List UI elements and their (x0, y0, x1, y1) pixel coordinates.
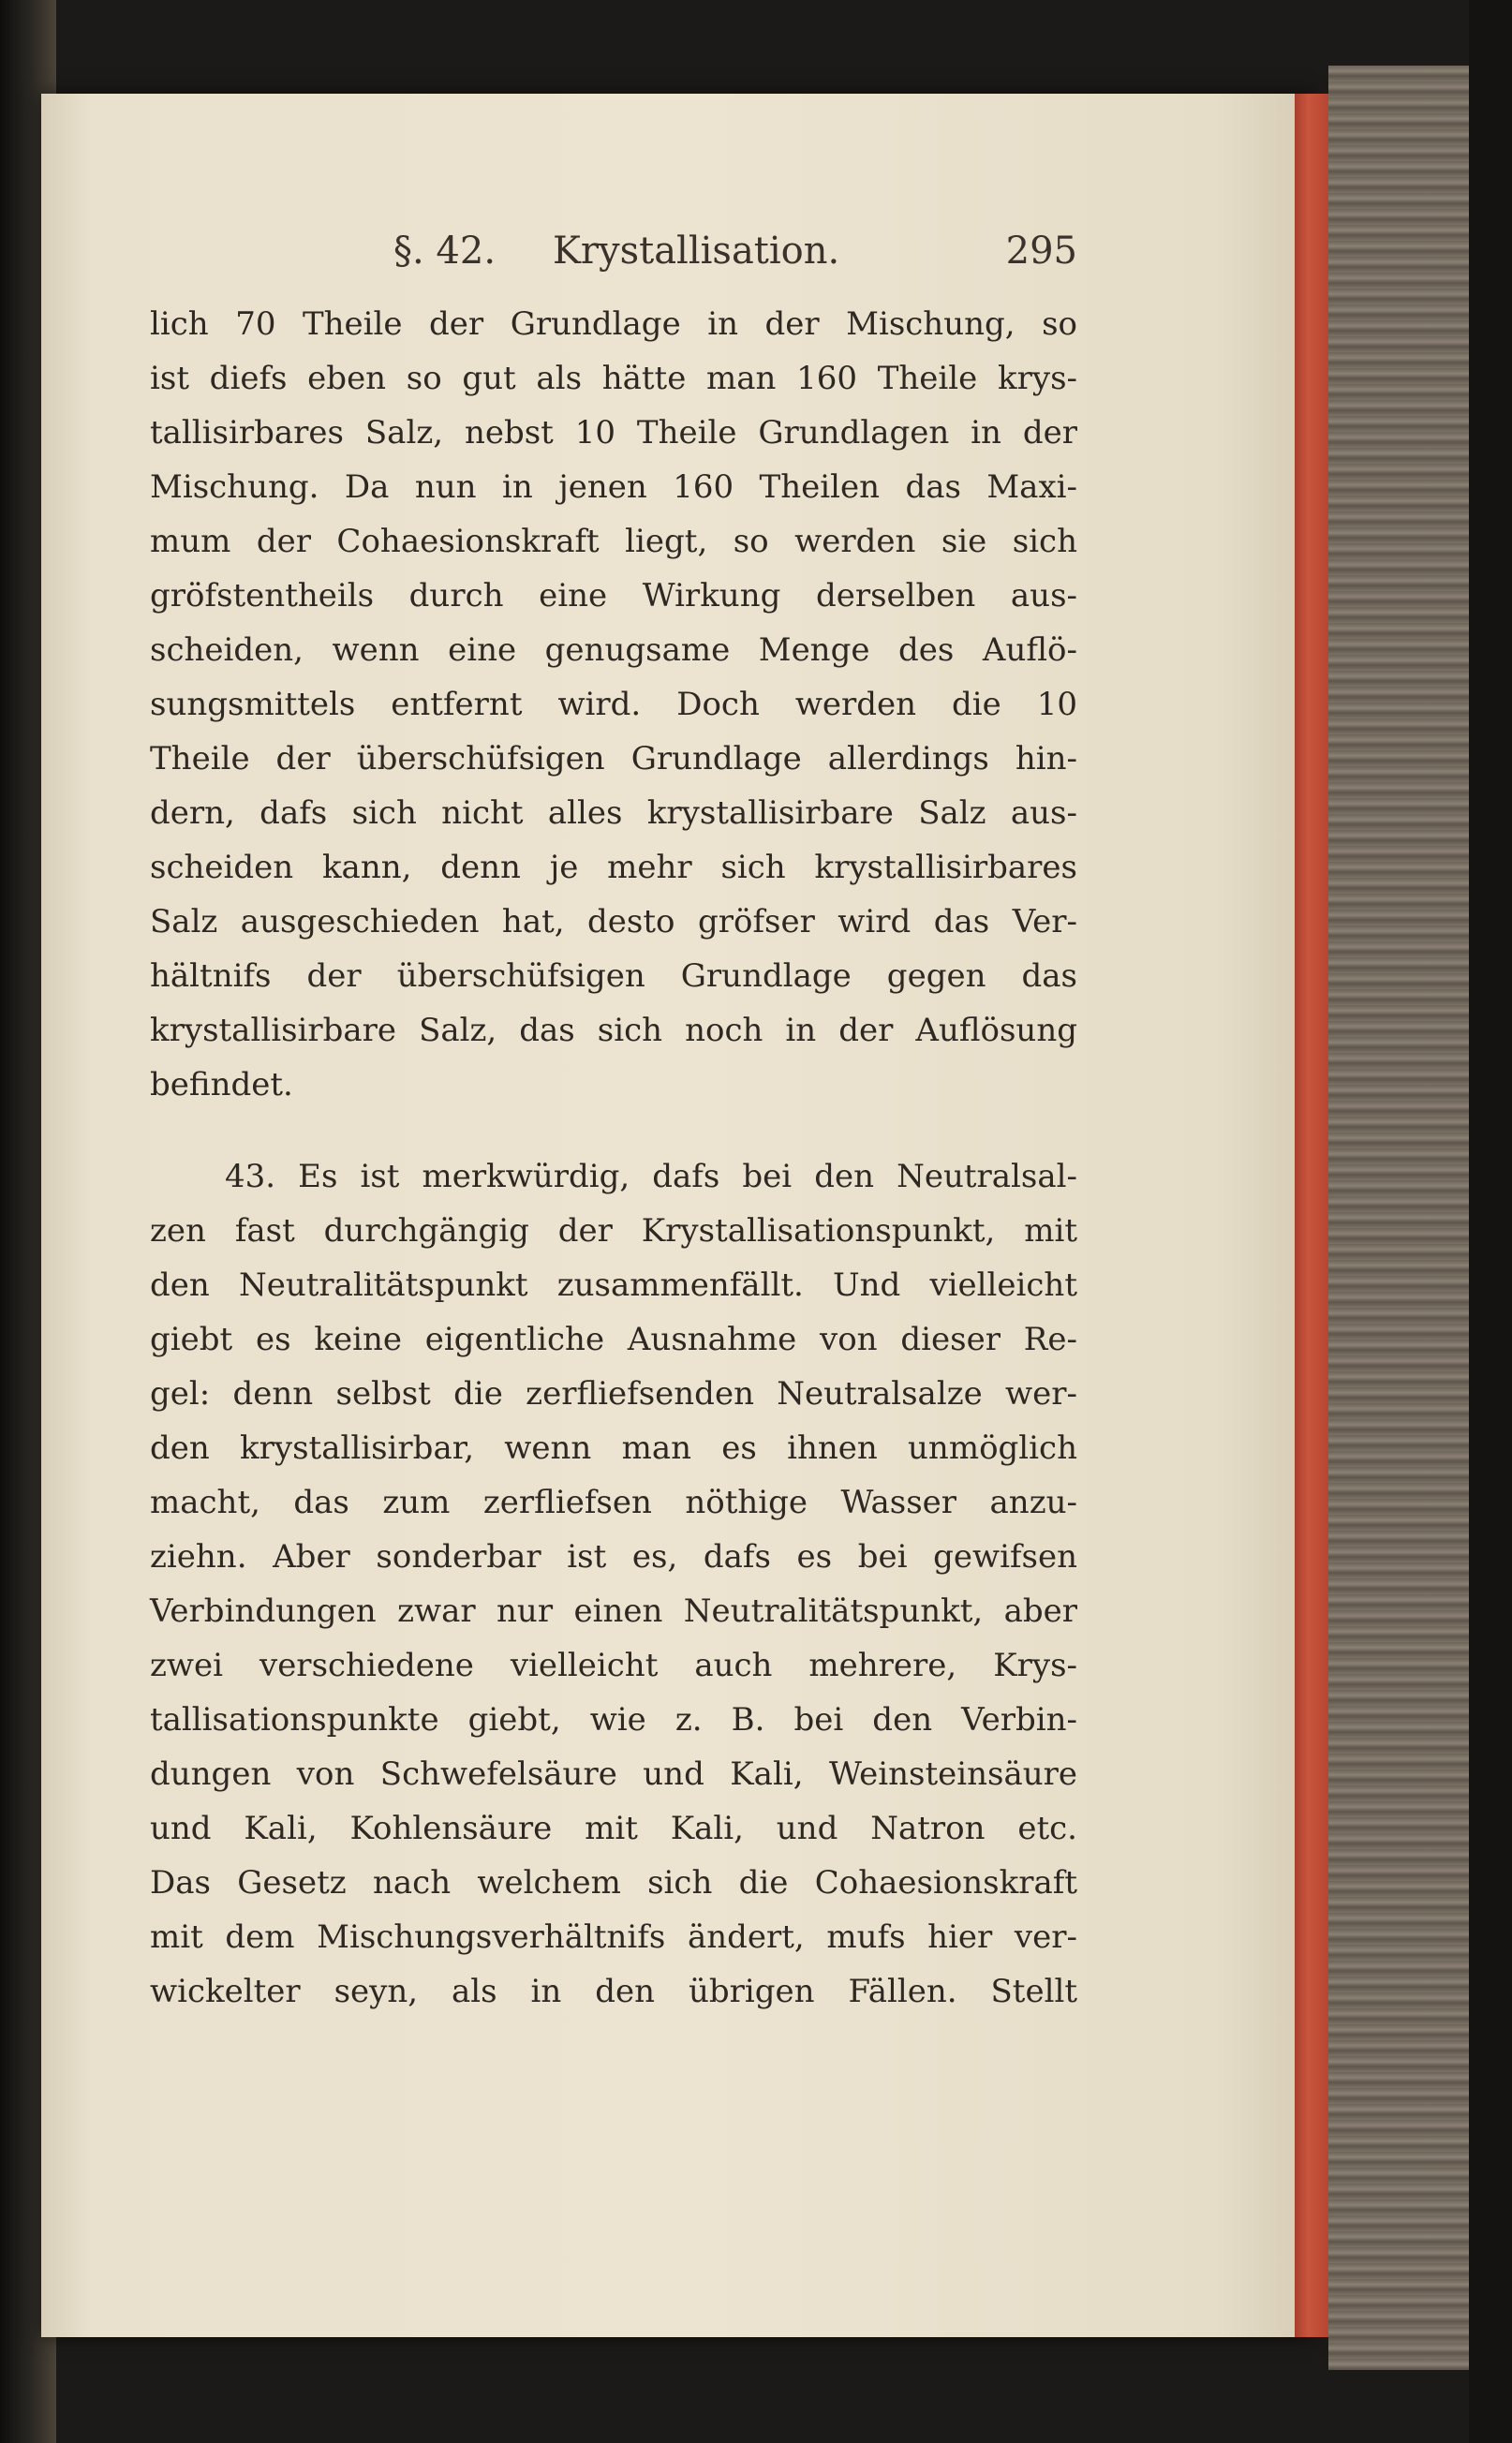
running-header (393, 229, 1077, 286)
section-number: §. 42. (393, 229, 497, 273)
text-line: sungsmittels entfernt wird. Doch werden die 10 (150, 686, 1077, 723)
text-line: 43. Es ist merkwürdig, dafs bei den Neutralsal- (225, 1158, 1077, 1195)
text-line: ziehn. Aber sonderbar ist es, dafs es bei gewifsen (150, 1538, 1077, 1576)
text-line: zen fast durchgängig der Krystallisationspunkt, mit (150, 1212, 1077, 1250)
text-line: den krystallisirbar, wenn man es ihnen unmöglich (150, 1429, 1077, 1467)
text-line: tallisationspunkte giebt, wie z. B. bei den Verbin- (150, 1701, 1077, 1739)
text-line: mit dem Mischungsverhältnifs ändert, mufs hier ver- (150, 1918, 1077, 1956)
text-line: dungen von Schwefelsäure und Kali, Weinsteinsäure (150, 1755, 1077, 1793)
text-line: befindet. (150, 1066, 293, 1103)
text-line: und Kali, Kohlensäure mit Kali, und Natron etc. (150, 1810, 1077, 1847)
book-cover-edge (1328, 66, 1469, 2370)
text-line: tallisirbares Salz, nebst 10 Theile Grundlagen in der (150, 414, 1077, 452)
page-red-edge (1295, 94, 1328, 2337)
text-line: dern, dafs sich nicht alles krystallisirbare Salz aus- (150, 794, 1077, 832)
text-line: wickelter seyn, als in den übrigen Fällen. Stellt (150, 1973, 1077, 2010)
text-line: macht, das zum zerfliefsen nöthige Wasser anzu- (150, 1484, 1077, 1521)
text-line: Verbindungen zwar nur einen Neutralitätspunkt, aber (150, 1592, 1077, 1630)
background-strip (1469, 0, 1512, 2443)
text-line: gel: denn selbst die zerfliefsenden Neutralsalze wer- (150, 1375, 1077, 1413)
text-line: krystallisirbare Salz, das sich noch in der Auflösung (150, 1012, 1077, 1049)
text-line: hältnifs der überschüfsigen Grundlage gegen das (150, 957, 1077, 995)
text-line: Salz ausgeschieden hat, desto gröfser wird das Ver- (150, 903, 1077, 940)
running-title: Krystallisation. (553, 229, 840, 273)
text-line: ist diefs eben so gut als hätte man 160 Theile krys- (150, 360, 1077, 397)
text-line: scheiden kann, denn je mehr sich krystallisirbares (150, 849, 1077, 886)
text-line: lich 70 Theile der Grundlage in der Mischung, so (150, 305, 1077, 343)
page-number: 295 (1005, 229, 1077, 273)
text-line: den Neutralitätspunkt zusammenfällt. Und vielleicht (150, 1266, 1077, 1304)
text-line: Theile der überschüfsigen Grundlage allerdings hin- (150, 740, 1077, 777)
text-line: scheiden, wenn eine genugsame Menge des Auflö- (150, 631, 1077, 669)
text-line: Mischung. Da nun in jenen 160 Theilen das Maxi- (150, 468, 1077, 506)
text-line: zwei verschiedene vielleicht auch mehrere, Krys- (150, 1647, 1077, 1684)
text-line: mum der Cohaesionskraft liegt, so werden sie sich (150, 523, 1077, 560)
text-line: Das Gesetz nach welchem sich die Cohaesionskraft (150, 1864, 1077, 1902)
text-line: gröfstentheils durch eine Wirkung derselben aus- (150, 577, 1077, 614)
text-line: giebt es keine eigentliche Ausnahme von dieser Re- (150, 1321, 1077, 1358)
